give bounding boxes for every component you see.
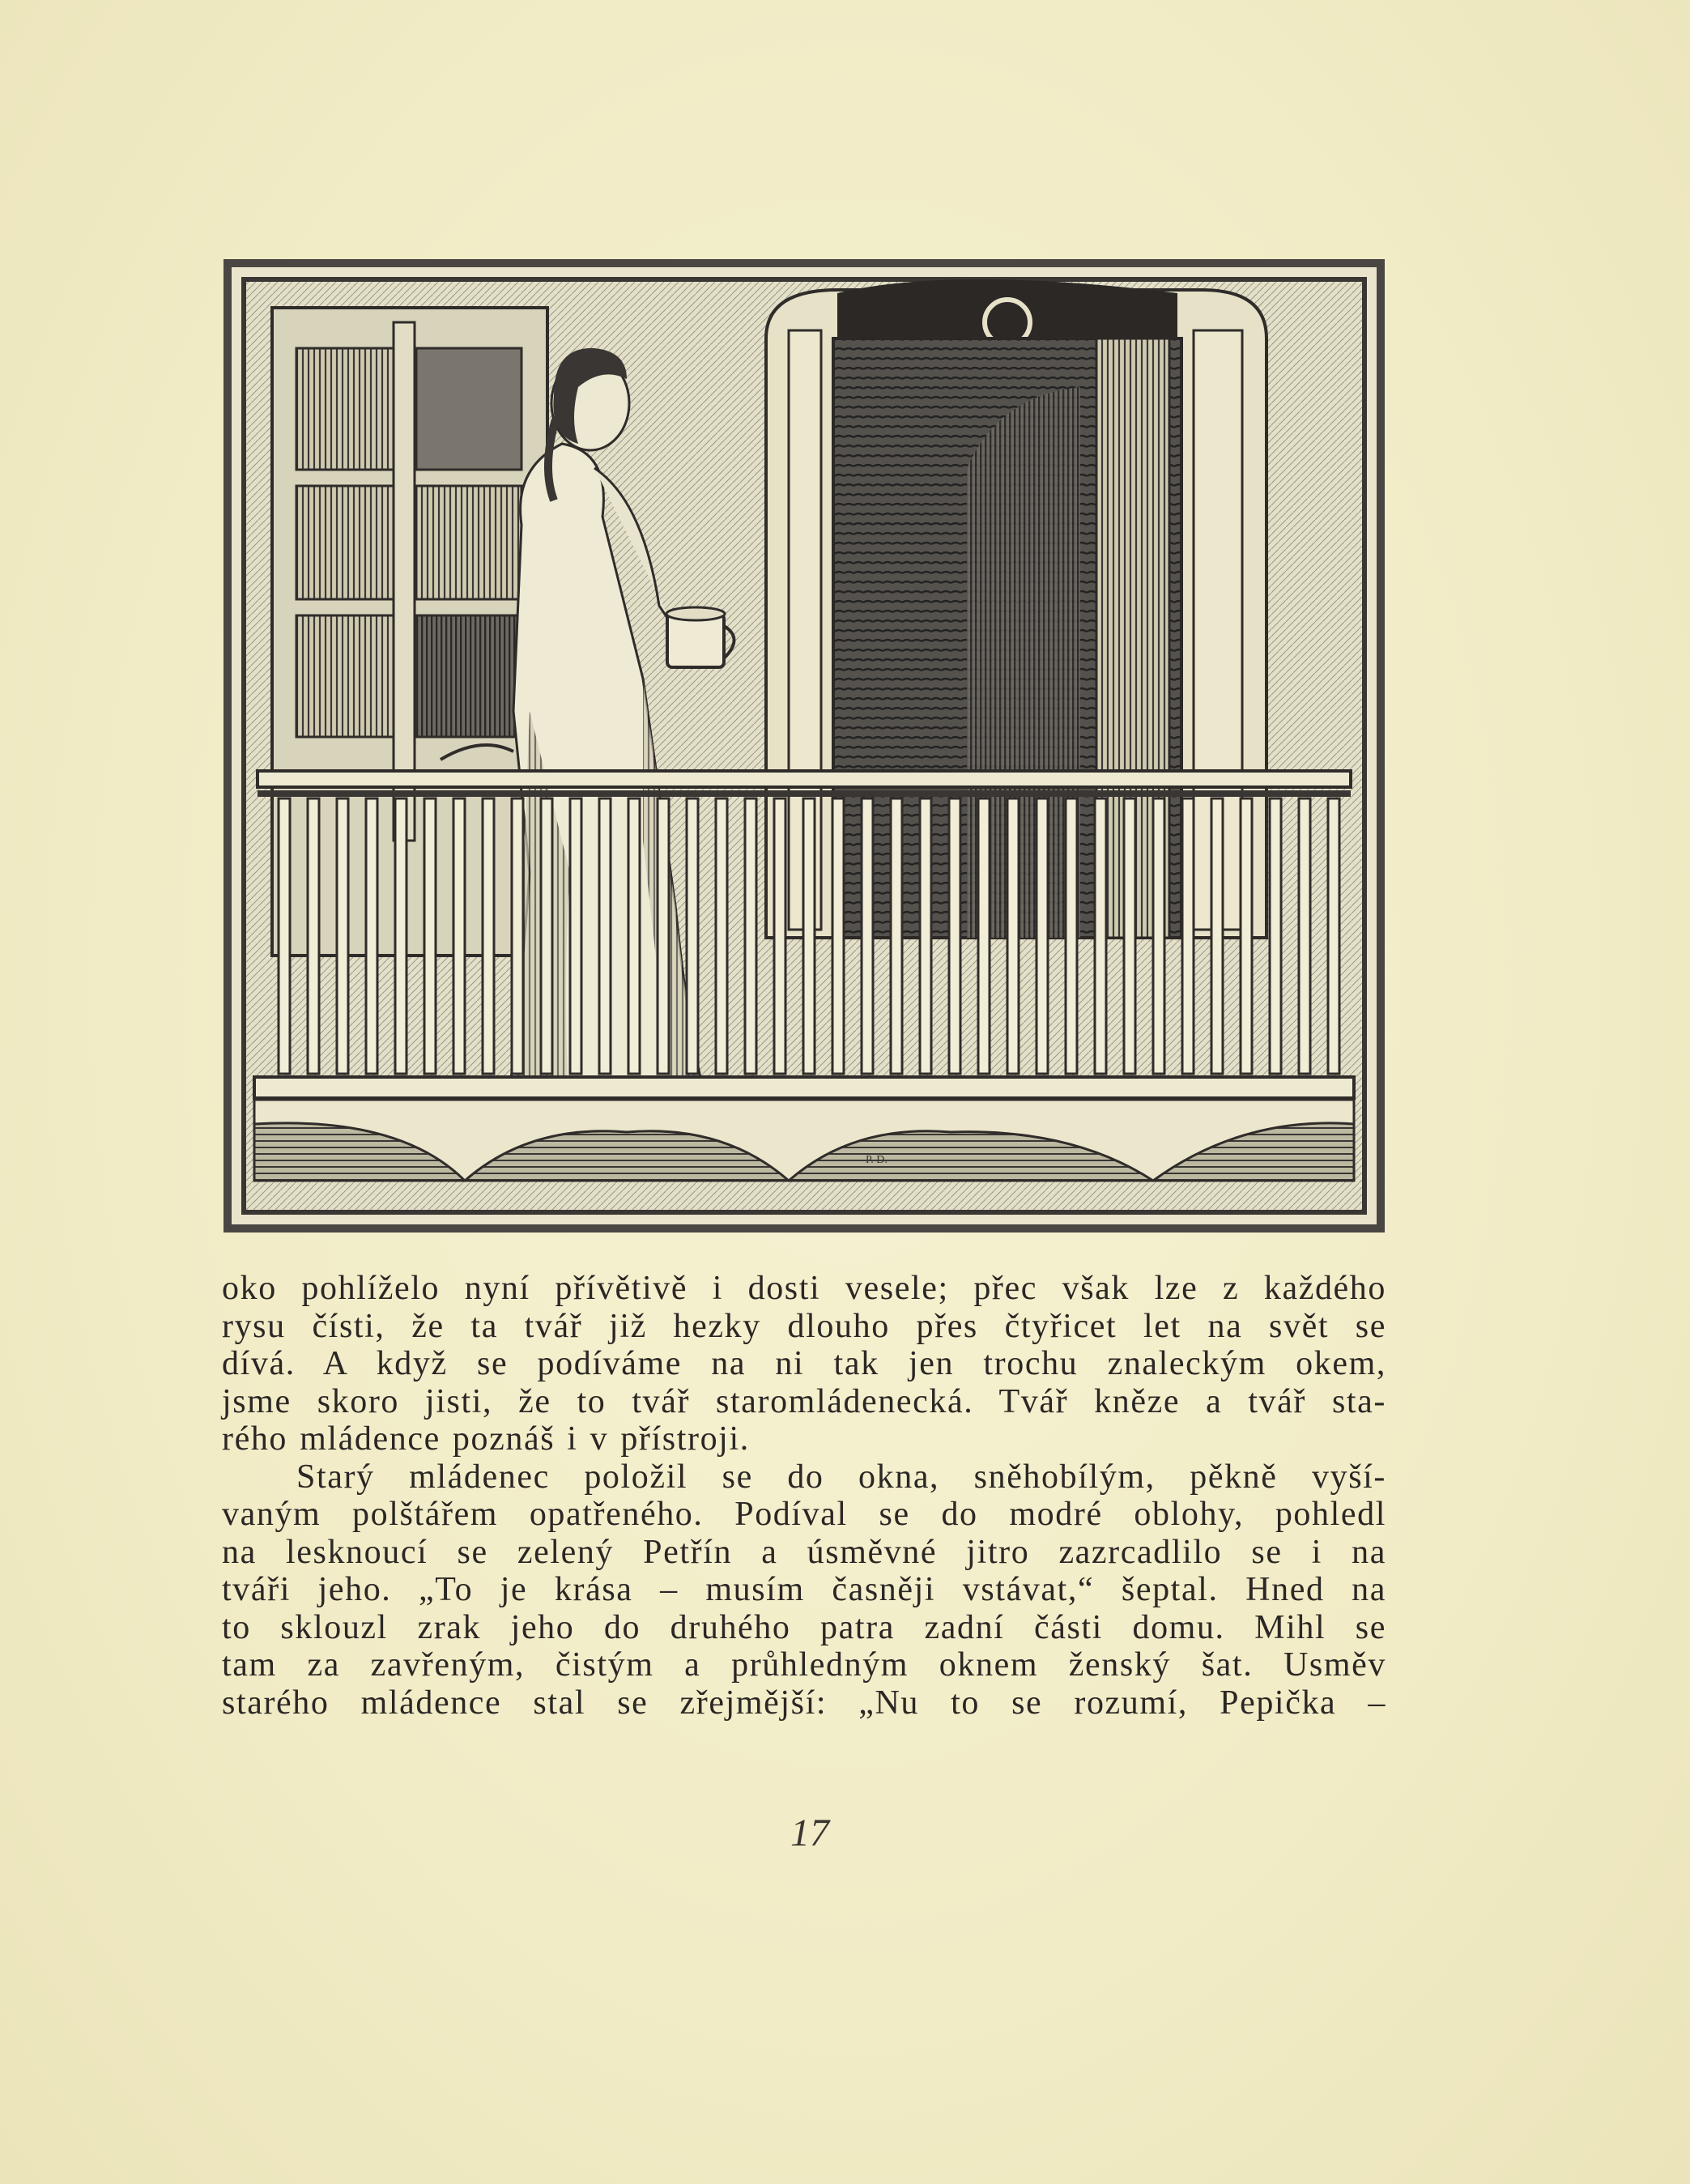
text-line: oko pohlíželo nyní přívětivě i dosti vesele; přec však lze z každého [222,1270,1386,1307]
artist-signature: P. D. [866,1154,888,1166]
woman-on-balcony-engraving-icon [222,258,1386,1234]
body-text [222,1270,1386,1722]
balcony-illustration [222,258,1386,1234]
text-line: rysu čísti, že ta tvář již hezky dlouho přes čtyřicet let na svět se [222,1307,1386,1345]
text-line: jsme skoro jisti, že to tvář staromládenecká. Tvář kněze a tvář sta- [222,1382,1386,1420]
text-line: rého mládence poznáš i v přístroji. [222,1420,750,1458]
text-line: Starý mládenec položil se do okna, sněhobílým, pěkně vyší- [296,1458,1386,1496]
page-number: 17 [790,1811,829,1854]
text-line: vaným polštářem opatřeného. Podíval se do modré oblohy, pohledl [222,1496,1386,1533]
text-line: starého mládence stal se zřejmější: „Nu to se rozumí, Pepička – [222,1684,1386,1722]
text-line: dívá. A když se podíváme na ni tak jen trochu znaleckým okem, [222,1345,1386,1382]
text-line: tam za zavřeným, čistým a průhledným oknem ženský šat. Usměv [222,1646,1386,1684]
paragraph-2 [222,1458,1386,1722]
text-line: na lesknoucí se zelený Petřín a úsměvné jitro zazrcadlilo se i na [222,1533,1386,1571]
text-line: to sklouzl zrak jeho do druhého patra zadní části domu. Mihl se [222,1608,1386,1646]
text-line: tváři jeho. „To je krása – musím časněji vstávat,“ šeptal. Hned na [222,1571,1386,1608]
paragraph-1 [222,1270,1386,1458]
